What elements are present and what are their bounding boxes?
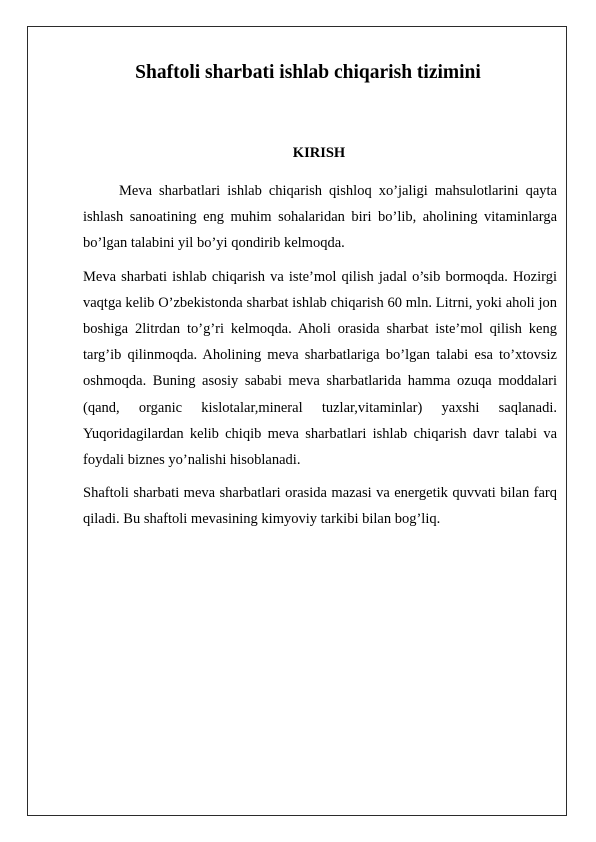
document-body — [83, 178, 557, 540]
section-heading: KIRISH — [292, 145, 346, 161]
paragraph: Meva sharbati ishlab chiqarish va iste’mol qilish jadal o’sib bormoqda. Hozirgi vaqtga kelib O’zbekistonda sharbat ishlab chiqarish 60 mln. Litrni, yoki aholi jon boshiga 2litrdan to’g’ri kelmoqda. Aholi orasida sharbat iste’mol qilish keng targ’ib qilinmoqda. Aholining meva sharbatlariga bo’lgan talabi esa to’xtovsiz oshmoqda. Buning asosiy sababi meva sharbatlarida hamma ozuqa moddalari (qand, organic kislotalar,mineral tuzlar,vitaminlar) yaxshi saqlanadi. Yuqoridagilardan kelib chiqib meva sharbatlari ishlab chiqarish davr talabi va foydali biznes yo’nalishi hisoblanadi. — [83, 268, 557, 469]
document-title: Shaftoli sharbati ishlab chiqarish tizimini — [135, 62, 481, 83]
paragraph: Meva sharbatlari ishlab chiqarish qishloq xo’jaligi mahsulotlarini qayta ishlash sanoatining eng muhim sohalaridan biri bo’lib, aholining vitaminlarga bo’lgan talabini yil bo’yi qondirib kelmoqda. — [83, 183, 557, 252]
paragraph: Shaftoli sharbati meva sharbatlari orasida mazasi va energetik quvvati bilan farq qiladi. Bu shaftoli mevasining kimyoviy tarkibi bilan bog’liq. — [83, 485, 557, 528]
